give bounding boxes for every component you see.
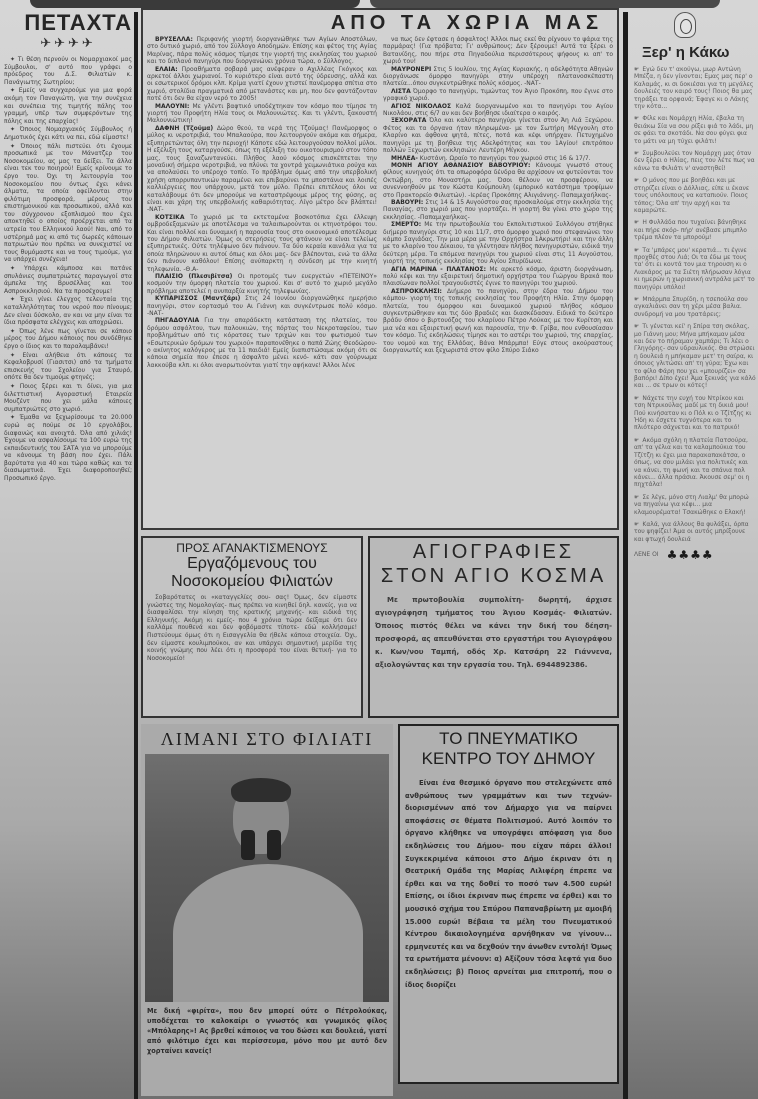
left-column-title: ΠΕΤΑΧΤΑ xyxy=(24,10,132,35)
cultural-centre-article xyxy=(398,724,619,1084)
village-entry xyxy=(383,103,613,118)
hospital-workers-body: Σοβαρότατες οι «καταγγελίες σου- σας! Όμως, δεν είμαστε γνώστες της Νομολογίας- πως πρέπει να κινηθεί δηλ. κανείς, για να διασφαλίσει την κίνηση της κρατικής μηχανής- και ειδικά της Ελληνικής. Ακόμη κι εμείς- που 4 χρόνια τώρα δείξαμε ότι δεν καλλάμε πουθενά και δεν φοβόμαστε τίποτε- εδώ κολλήσαμε! Πιστεύουμε όμως ότι η Εισαγγελία θα ήθελε κάποια στοιχεία. Όχι, δεν είμαστε κουλιμπούκοι, αν και υπάρχει σημαντική μερίδα της κοινής γνώμης που λέει ότι η προσφορά του είναι θετική- για το Νοσοκομείο! xyxy=(147,594,357,662)
left-item: ✦ Έχει γίνει έλεγχος τελευταία της καταλληλότητας του νερού που πίνουμε; Δεν είναι δύσκολο, αν και να μην είναι τα ίδια πρόσφατα ελέγχεις και αποχρώσει. xyxy=(4,296,132,327)
gossip-text: Καλά, για άλλους θα φυλάξει, όρπα του ψηφίζει! Άμα οι αυτός μπρίξουνε και φτωχή δουλειά xyxy=(634,520,749,543)
village-text: Κάνουμε γνωστό στους φίλους κυνηγούς ότι τα οπωροφόρα δένδρα θα αρχίσουν να φυτεύονται τον Οκτώβρη, στο Μοναστήρι μας. Όσοι θέλουν να προσφέρουν, να συνεννοηθούν με τον Κώστα Κούμπουλη (εμπορικό κατάστημα τροφίμων στο Πρακτορείο Φιλιατών). -Ιερέας Προκόπης Αλιγιάννης- Παπαμιχαήλκας- xyxy=(383,161,613,199)
pointing-hand-icon: ☛ xyxy=(634,219,640,227)
village-text: Στις 14 & 15 Αυγούστου σας προσκαλούμε στην εκκλησία της Παναγίας, στο χωριό μας που γιορτάζει. Η γιορτή θα γίνει στο χώρο της εκκλησίας. -Παπαμιχαήλκας- xyxy=(383,198,613,221)
article-column-1 xyxy=(147,36,377,369)
column-rule-right xyxy=(623,12,628,1099)
gossip-item xyxy=(634,150,756,172)
pointing-hand-icon: ☛ xyxy=(634,436,640,444)
left-item: ✦ Τι θέση περνούν οι Νομαρχιακοί μας Σύμβουλοι, σ' αυτό που γράφει ο πρόεδρος του Δ.Σ. Φιλιατών κ. Πανάγιωτης Σωτηρίου; xyxy=(4,56,132,86)
village-text: Με την πρωτοβουλία του Εκπολιτιστικού Συλλόγου στήθηκε διήμερο πανηγύρι στις 10 και 11/7, στο όμορφο χωριό που στεφανώνει τον κάμπο Σαγιάδας. Την μια μέρα με την Ορχήστρα 1Ακρωτήρι! και την άλλη με το κλαρίνο του Δίκαιου, τα γλέντησαν πλήθος πανηγυριστών, ειδικά την δεύτερη μέρα. Τα επόμενα πανηγύρι του χωριού είναι στις 11 Αυγούστου, γιορτή της τοπικής εκκλησίας του Αγίου Σπυρίδωνα. xyxy=(383,221,613,266)
pointing-hand-icon: ☛ xyxy=(634,150,640,158)
village-entry xyxy=(383,266,613,288)
village-text: Καλά διοργανωμένο και το πανηγύρι του Αγίου Νικολάου, στις 6/7 αν και δεν βοήθησε ιδιαίτερα ο καιρός. xyxy=(383,102,613,118)
village-entry xyxy=(383,36,613,66)
pointing-hand-icon: ☛ xyxy=(634,177,640,185)
pointing-hand-icon: ☛ xyxy=(634,115,640,123)
village-name: ΒΡΥΣΕΛΛΑ: xyxy=(155,36,193,43)
left-item: ✦ Υπάρχει κάμποσα και πατάνε σπυλάνιες συμπατριώτες παραγωγοί στα άμπελα της Βρυσέλλας και του Ασπροκκλησιού. Να τα προσέχουμε! xyxy=(4,265,132,295)
gossip-text: Τα 'μπάρες μου' κερατιά... τι έγινε προχθές στου Λιά; Οι τα έδω με τους τα' ότι ει κοντά τον μια τηρουση κι ο Λιακάρος με τα Σιέτη πλήρωσαν λόγια κι ημερών η χωριανική αντράλα μετ' το πανηγύρι υπόλοι! xyxy=(634,246,755,291)
gossip-item xyxy=(634,177,756,214)
gossip-text: Ακόμα σχόλη η πλατεία Πατσούρα, απ' τα γέλια και τα καλαμπούκια του Τζίτζη κι έχει μια παρακαπακάτσα, ο όπως, να σου μιλάει για πολιτικές και να κάνει, τη φωνή και τα σπάνια πολ κάνει... άλλα πράσια. Άκουσε σεμ' οι η πηχτάλα! xyxy=(634,436,750,489)
village-entry xyxy=(383,88,613,103)
village-name: ΑΓΙΑ ΜΑΡΙΝΑ - ΠΛΑΤΑΝΟΣ: xyxy=(391,265,486,273)
gossip-text: Τι γένεται κεί' η Σπίρα τση σκόλας, μο Γιάννη μου; Μήνα μπήκαμαν μέσα και δεν το πήραμαν χαμπάρι; Τι λέει ο Γληγόρης- σαν υδραυλικός. Θα στρώσει η δουλειά η μπήκαμαν μετ' τη σαίρα, κι όποιος γλιτώσει απ' τη γύρα; Έχω και το φίλο Φάρη που χει «μπουρίζει» σα βαπόρι! Δίπο έχει! Άμα ξεκινάς για κάλό και ... σε τρων οι κότες! xyxy=(634,323,756,390)
village-entry xyxy=(147,317,377,369)
left-item: ✦ Έμαθα να ξεχωρίσουμε τα 20.000 ευρώ ας πούμε σε 10 εργολάβοι, διαφανώς και ανοιχτά. Όλα από χιλιάς! Έχουμε να ασφαλίσουμε τα 100 ευρώ της εκπαιδευτικής του ΣΑΤΑ για να μπορούμε να κάνουμε τη βάση που έχει. Πάλι βαρύτατα για 40 και τώρα καθώς και τα διασωματικά. Έχει διαφοροποιηθεί; Προσωπικό έργο. xyxy=(4,414,132,483)
photo-bottle-shape xyxy=(267,830,281,860)
column-rule-left xyxy=(134,12,138,1099)
left-column-body xyxy=(4,56,132,483)
village-entry xyxy=(383,117,613,154)
pointing-hand-icon: ☛ xyxy=(634,246,640,254)
village-entry xyxy=(147,295,377,317)
signature-label: ΛΕΝΕ ΟΙ xyxy=(634,551,659,559)
left-item: ✦ Είναι αλήθεια ότι κάποιες τα Κεφαλοβρυσί (Γιασιτσι) από τα τμήματα επισκευής του Σχολείου για Σταυρό, οπότε θα δεν τιμούμε φτηνές; xyxy=(4,351,132,382)
gossip-text: Μπάρμπα Σπυρίδη, η τσεπούλα σου αγκαλιάνει σαν τη χέρι μέσα βαλια. συνδρομή να μου τρατάρεις; xyxy=(634,295,748,318)
gossip-item xyxy=(634,115,756,145)
hospital-workers-kicker: ΠΡΟΣ ΑΓΑΝΑΚΤΙΣΜΕΝΟΥΣ xyxy=(176,541,328,555)
village-name: ΜΟΝΗ ΑΓΙΟΥ ΑΘΑΝΑΣΙΟΥ ΒΑΒΟΥΡΙΟΥ: xyxy=(391,161,531,169)
village-entry xyxy=(147,103,377,125)
columnist-portrait-icon xyxy=(674,12,696,38)
airplane-icons: ✈✈✈✈ xyxy=(40,36,96,51)
village-text: Προαθήματα σοβαρά μας ανέφεραν ο Αχιλλέας Γκόγκος και αρκετοί άλλοι χωριανοί. Το κυριότερο είναι αυτό της ύδρευσης, αλλά και οι εσωτερικοί δρόμοι κλπ. Κρίμα γιατί έχουν χτιστεί πανέμορφα σπίτια στο χωριό, στολίδια πραγματικά από μετανάστες και μη, που δεν φαντάζονταν ποτέ ότι δεν θα είχαν νερό το 2005! xyxy=(147,65,377,103)
pointing-hand-icon: ☛ xyxy=(634,493,640,501)
village-text: Με αρκετό κόσμο, άριστη διοργάνωση, πολύ κέφι και την εξαιρετική δημοτική ορχήστρα του Γιώργου Βρακά που πλαισίωναν πολλοί τραγουδιστές έγινε το πανηγύρι του χωριού. xyxy=(383,265,613,288)
hospital-workers-title-line1: Εργαζόμενους του xyxy=(187,555,317,572)
left-item: ✦ Όποιος πάλι πιστεύει ότι έχουμε προσωπικά με τον Μάνατζερ του Νοσοκομείου, ας μας τα δείξει. Τα άλλα είναι τεκ του ποιηρού! Εμείς κρίνουμε το έργο του. Όχι τη λειτουργία του Νοσοκομείου που όντως έχει κάνει άλματα, τα οποία οφείλονται στην φιλότιμη προσφορά, μέρους του επιστημονικού και προσωπικού, αλλά και του σύγχρονου εξοπλισμού που έχει αποκτηθεί ο οποίος προέρχεται από τα ιατρεία του Ελληνικού λαού! Ναι, από το υστέρημά μας κι από τις δωρεές κάποιων πατριωτών που πρέπει να συνεχιστεί να τους θυμόμαστε και να τους τιμούμε, για να υπάρχει συνέχεια! xyxy=(4,142,132,264)
village-text: Το χωριό με τα εκτεταμένα βοσκοτόπια έχει έλλειψη ομβροδεξαμενών με αποτέλεσμα να ταλαιπωρούνται οι κτηνοτρόφοι του. Και είναι πολλοί και δυναμική η παρουσία τους στο οικονομικό αποτέλεσμα του Δήμου Φιλιατών. Όμως οι στερήσεις τους φτάνουν να είναι τελείως εξυπηρετικές. Ούτε τηλέφωνο δεν πιάνουν. Τα δύο κεραία καινάλια για τα οποία πληρώνουν κι αυτοί όπως και όλοι μας- δεν βλέπονται, ενώ τα άλλα δεν πιάνουν καθόλου! Επίσης ανύπαρκτη η σύνδεση με την κινητή τηλεφωνία. -Θ.Α- xyxy=(147,213,377,273)
village-entry xyxy=(383,221,613,265)
hospital-workers-title-line2: Νοσοκομείου Φιλιατών xyxy=(171,573,333,590)
village-name: ΑΓΙΟΣ ΝΙΚΟΛΑΟΣ xyxy=(391,102,452,110)
village-text: Στις 24 Ιουνίου διοργανώθηκε ημερήσιο πανηγύρι, στον εορτασμό του Αι Γιάννη και συγκέντρωσε πολύ κόσμο. -ΝΑΤ- xyxy=(147,295,377,318)
signature xyxy=(630,548,756,562)
photo-bottle-shape xyxy=(241,830,255,860)
village-name: ΕΛΑΙΑ: xyxy=(155,65,178,73)
village-name: ΜΑΥΡΟΝΕΡΙ xyxy=(391,65,432,73)
village-name: ΜΑΛΟΥΝΙ: xyxy=(155,102,190,110)
right-column-body xyxy=(630,66,756,543)
pointing-hand-icon: ☛ xyxy=(634,295,640,303)
gossip-item xyxy=(634,247,756,291)
village-entry xyxy=(383,66,613,88)
left-column-petaxta xyxy=(4,6,132,1096)
village-text: Περιφανής γιορτή διοργανώθηκε των Αγίων Αποστόλων, στο δυτικό χωριό, από τον Σύλλογο Αποδημών. Επίσης και φέτος της Αγίας Μαρίνας, πάρα πολύς κόσμος τίμησε την γιορτή της εκκλησίας του χωριού και το διπλανό πανηγύρι που διοργανώνει χρόνια τώρα, ο Σύλλογος. xyxy=(147,36,377,66)
right-column-kako xyxy=(630,8,756,1096)
cultural-centre-title-line2: ΚΕΝΤΡΟ ΤΟΥ ΔΗΜΟΥ xyxy=(421,749,596,768)
man-drinking-photo xyxy=(145,754,389,1002)
village-text: Όλο και καλύτερο πανηγύρι γίνεται στον Άη Λιά Ξεχώρου. Φέτος και τα όργανα ήταν πληρωμένα- με τον Σωτήρη Μέγγουλη στο Κλαρίνο και άφθονα ψητά, πίτες, ποτά και κέφι υπήρχαν. Πετυχημένο πανηγύρι με τη βοήθεια της Αδελφότητας και του 1Αγίου! επιτρόπου πολλών Ξεχωριτών εκκλησιών: Λευτέρη Μίγκου. xyxy=(383,117,613,155)
village-name: ΑΣΠΡΟΚΚΛΗΣΙ: xyxy=(391,287,442,295)
village-entry xyxy=(147,36,377,66)
village-text: Δώρο θεού, τα νερά της Τζούμας! Πανέμορφος ο μύλος κι νεροτριβιά, του Μπαλαούρα, που λειτουργούν ακόμα και σήμερα, εξυπηρετώντας όλη την περιοχή! Κάποτε εδώ λειτουργούσαν πολλοί μύλοι. Η εξέλιξη τους καταργούσε, όπως τη εξέλιξη του οικοτουρισμού στον τόπο μας, τους ξαναζωντανεύει. Πλήθος λαού κόσμος επισκέπτεται την μοναδική σήμερα νεροτριβιά, να πλύνει τα χοντρά χειμωνιάτικα ρούχα και να απολαύσει το υπέροχο τοπίο. Το πρόβλημα όμως από την υπερβολική χρήση απορρυπαντικών παραμένει και επιβαρύνει τα μποστάνια και λοιπές καλλιέργειες που υπάρχουν, μετά τον μύλο. Πρέπει επιτέλους όλοι να καταλάβουμε ότι δεν μπορούμε να καταστρέψουμε μέρος της φύσης, ας είναι και χάρη της υπερβολικής καθαριότητας. Λίγο μέτρο δεν βλάπτει! -ΝΑΤ- xyxy=(147,124,377,214)
photo-body-shape xyxy=(173,864,363,1002)
gossip-text: Εγώ δεν τ' ακούγω, μωρ Αντώνη Μπέζα, η δεν γίνονται; Εμας μας περ' ο Καλαμάς, κι σι δοκιέσαι για τη μεγάλες δουλειές τον καιρό τους! Ποιος θα μας τηράξει τα ορφανά; Έφαγε κι ο Λάκης την κότα... xyxy=(634,66,754,111)
left-item: ✦ Όποιος Νομαρχιακός Σύμβουλος ή Δημοτικός έχει κάτι να πει, εδώ είμαστε! xyxy=(4,126,132,141)
village-name: ΣΜΕΡΤΟ: xyxy=(391,221,422,229)
photo-hair-shape xyxy=(231,778,291,802)
gossip-text: Η Φυλλάδα που τυχαίνει βάνηθηκε και πήρε σκόρ- πήρ' ανέβασε μπιμπλο τρέμα πλέον τα μπορούμ! xyxy=(634,219,747,242)
cultural-centre-body: Είναι ένα θεσμικό όργανο που στελεχώνετε από ανθρώπους των γραμμάτων και των τεχνών- διορισμένων από τον Δήμαρχο για να παίρνει αποφάσεις σε θέματα Πολιτισμού. Αυτό λοιπόν το όργανο κλήθηκε να υπογράψει απόφαση για δυο εκδηλώσεις του Δήμου- που είχαν πάρει άλλοι! Συγκεκριμένα κάποιοι στο Δήμο έκριναν ότι η Θεατρική Ομάδα της Μαρίας Λιλιφέρη έπρεπε να έρθει και να της δοθεί το ποσό των 4.500 ευρώ! Επίσης, οι ίδιοι έκριναν πως έπρεπε να έρθει) και το μουσικό σχήμα του Σπύρου Παπαναβρίωτη με αμοιβή 15.000 ευρώ! Βέβαια τα μέλη του Πνευματικού Κέντρου δικαιολογημένα αρνήθηκαν να γίνουν... ερμηνευτές και να δεχθούν την άνωθεν εντολή! Όμως τα ερωτήματα μένουν: α) Αξίζουν τόσα λεφτά για δυο εκδηλώσεις; β) Ποιος αρνείται μια επιτροπή, που ο ίδιος διορίζει xyxy=(405,779,612,989)
gossip-text: Σε λέγε, μόνο στη Λιαλμ' θα μπορώ να πηγαίνω για κέφι... μια κλαμουρέματα! Τσακώθηκε ο Ελακή! xyxy=(634,493,749,516)
village-name: ΠΗΓΑΔΟΥΛΙΑ xyxy=(155,317,200,325)
signature-mark-icon: ♣♣♣♣ xyxy=(666,548,714,563)
hagiography-body: Με πρωτοβουλία συμπολίτη- δωρητή, άρχισε αγιογράφηση τμήματος του Άγιου Κοσμάς- Φιλιατών. Όποιος πιστός θέλει να κάνει την δική του δέηση- προσφορά, ας απευθύνεται στο εργαστήρι του Αγιογράφου κ. Κων/νου Ταμπή, οδός Χρ. Κατσάρη 22 Γιάννενα, αξιολογώντας και την εργασία του. Τηλ. 6944892386. xyxy=(375,596,612,669)
gossip-item xyxy=(634,395,756,432)
village-text: να πως δεν έφτασε η άσφαλτος! Άλλοι πως εκεί θα ρίχνουν το ψάρια της παρμάρας! (Για πρόβατα; Γι' ανθρώπους; Δεν ξέρουμε! Αυτά τα ξέρει ο Βατανίδης, που πήρε στα Πηγαδούλια περισσότερους ψήφους κι απ' το χωριό του! xyxy=(383,36,613,66)
gossip-text: Φίλε και Νομάρχη Ηλία, έβαλα τη θειάκω Σία να σου ρίξει φιά το λάδι, μη σε φάει τα σκοτάδι. Να σου φύγει φια το μάτι να μη τύχει φιλάτι! xyxy=(634,115,754,145)
village-entry xyxy=(147,125,377,214)
village-name: ΠΛΑΙΣΙΟ (Πλεσιβίτσα) xyxy=(155,273,233,280)
villages-article-columns xyxy=(143,34,617,369)
village-text: Οι προτομές των ευεργετών «ΠΕΤΕΙΝΟΥ» κοσμούν την όμορφη πλατεία του χωριού. Και σ' αυτό το χωριό μεγάλο πρόβλημα αποτελεί η ανυπαρξία κινητής τηλεφωνίας. xyxy=(147,273,377,295)
village-entry xyxy=(383,199,613,221)
village-name: ΞΕΧΟΡΑΤΑ xyxy=(391,117,427,125)
limani-article xyxy=(141,724,393,1096)
village-name: ΜΗΛΕΑ- xyxy=(391,154,418,162)
village-text: Για την απαράδεκτη κατάσταση της πλατείας, του δρόμου ασφάλτου, των παλουκιών, της πόρτας του Νεκροταφείου, των προβλημάτων από τις κόρατσες των τριχών και του φωτισμού των «Εσωτερικών δρόμων του χωριού» παραπονέθηκε ο παπά Ζώης Θεοδώρου- ο ακίνητος καλόγερος με τα 11 παιδιά! Εμείς διαπιστώσαμε ακόμη ότι σε κάποια σημεία που έπεσε η άσφαλτο μένει κενό- κάτι σαν γούρνωμα λακκούβα κλπ. κι όλοι αναρωτιούνται γιατί την αφήκανε! Άλλοι λένε xyxy=(147,317,377,369)
gossip-text: Νάχετε την ευχή του Ντρίκου και τση Ντρικούλας μαδί με τη δικιά μου! Πού κινήσαταν κι ο Πόλ κι ο Τζίτζης κι Ήδη κι έσχετε τυχνότερα και το πλιότερο σάχνεται και το πατρικό! xyxy=(634,394,752,432)
village-entry xyxy=(383,288,613,355)
gossip-item xyxy=(634,494,756,516)
hagiography-title-line2: ΣΤΟΝ ΑΓΙΟ ΚΟΣΜΑ xyxy=(380,565,607,587)
left-item: ✦ Εμείς να συγχαρούμε για μια φορά ακόμη τον Παναγιώτη, για την συνέχεια και συνέπεια της τιμητής πάλης του γραμμή, υπέρ των συμφερόντων της πόλης και της επαρχίας! xyxy=(4,87,132,125)
right-column-title: Ξερ' η Κάκω xyxy=(642,44,730,61)
gossip-item xyxy=(634,323,756,390)
hagiography-title-line1: ΑΓΙΟΓΡΑΦΙΕΣ xyxy=(412,541,575,563)
village-entry xyxy=(147,273,377,295)
top-band-right xyxy=(370,0,720,8)
village-text: Με γλέντι βαφτικό υποδέχτηκαν τον κόσμο που τίμησε τη γιορτή του Προφήτη Ηλία τους οι Μαλουνιώτες. Και τι γλέντι, ξακουστή Μαλουνιώτικη! xyxy=(147,102,377,125)
village-text: Διήμερο το πανηγύρι, στην έδρα του Δήμου του κάμπου- γιορτή της τοπικής εκκλησίας του Προφήτη Ηλία. Στην όμορφη πλατεία, του όμορφου και δυναμικού χωριού πλήθος κόσμου συγκεντρώθηκαν και τις δύο βραδιές και διασκέδασαν. Ειδικά το δεύτερο βράδυ όπου ο βιρτουόζος του κλαρίνου Πέτρο Λούκας με τον Κυρίτση και μια νέα και εξαιρετική φωνή και παρουσία, την Φ. Γρίβα, που ενθουσίασαν τον κόσμο. Τις εκδηλώσεις τίμησε και το αστέρι του χωριού, της επαρχίας, του νομού και της Ελλάδας, Βάνα Μπάρμπα! Εύγε στους ακούραστους διοργανωτές και ξεχωριστά στον φίλο Σπύρο Σιάκο xyxy=(383,287,613,355)
gossip-item xyxy=(634,296,756,318)
village-text: Όμορφο το πανηγύρι, τιμώντας τον Άγιο Προκόπη, που έγινε στο γραφικό χωριό. xyxy=(383,87,613,103)
pointing-hand-icon: ☛ xyxy=(634,323,640,331)
pointing-hand-icon: ☛ xyxy=(634,520,640,528)
limani-caption: Με δική «φιρίτα», που δεν μπορεί ούτε ο Πέτρολούκας, υποδέχεται το καλοκαίρι ο γνωστός και γνωμικός φίλος «Μπόλαρης»! Ας βρεθεί κάποιος να του δώσει και δουλειά, γιατί από φιλότιμο έχει και περίσσευμα, μόνο που με αυτό δεν χορταίνει κανείς! xyxy=(147,1007,387,1055)
villages-article-title: ΑΠΟ ΤΑ ΧΩΡΙΑ ΜΑΣ xyxy=(330,12,603,34)
pointing-hand-icon: ☛ xyxy=(634,394,640,402)
gossip-item xyxy=(634,219,756,241)
gossip-text: Ο μόνος που με βοηθάει και με στηρίζει είναι ο Δόλλιας, είπε ιι έκανε τους υπόλοιπους να καταπιούν. Ποιος τόπος; Όλα απ' την αρχή και τα καμαρώτε. xyxy=(634,177,750,214)
hagiography-box xyxy=(368,536,619,718)
gossip-item xyxy=(634,521,756,543)
village-name: ΚΥΠΑΡΙΣΣΟΣ (Μαντζάρι) xyxy=(155,295,241,303)
village-text: Κυστάνη. Ωραίο το πανηγύρι του χωριού στις 16 & 17/7. xyxy=(419,154,591,162)
village-entry xyxy=(147,214,377,273)
village-entry xyxy=(147,66,377,103)
village-name: ΚΟΤΣΙΚΑ xyxy=(155,213,185,221)
village-entry xyxy=(383,155,613,162)
village-name: ΔΑΦΝΗ (Τζούμα) xyxy=(155,124,214,132)
limani-title: ΛΙΜΑΝΙ ΣΤΟ ΦΙΛΙΑΤΙ xyxy=(160,729,374,749)
gossip-text: Συμβουλεύει τον Νομάρχη μας όταν δεν ξέρει ο Ηλίας, πεις του λέτε πως να κάνω τα Φιλιάτι ν' αναστηθεί! xyxy=(634,150,755,172)
pointing-hand-icon: ☛ xyxy=(634,66,640,73)
left-item: ✦ Ποιος ξέρει και τι δίνει, για μια διλεττιστική Αγοραστική Εταιρεία Μουζέντ που χει μάλα κάποιες συμπατριώτες στο χωριό. xyxy=(4,382,132,413)
hospital-workers-box xyxy=(141,536,363,718)
village-entry xyxy=(383,162,613,199)
village-text: Στις 5 Ιουλίου, της Αγίας Κυριακής, η αδελφότητα Αθηνών διοργάνωσε όμορφο πανηγύρι στην υπέροχη πλατανοσκέπαστη πλατεία...όπου συγκεντρώθηκε πολύς κόσμος. -ΝΑΤ- xyxy=(383,65,613,88)
cultural-centre-title-line1: ΤΟ ΠΝΕΥΜΑΤΙΚΟ xyxy=(439,729,578,748)
article-column-2 xyxy=(383,36,613,369)
gossip-item xyxy=(634,66,756,110)
village-name: ΛΙΣΤΑ xyxy=(391,87,411,95)
gossip-item xyxy=(634,437,756,489)
left-item: ✦ Όπως λένε πως γίνεται σε κάποιο μέρος του Δήμου κάποιος που συνδέθηκε έργο ο ίδιος και το παραλαμβάνει! xyxy=(4,327,132,350)
village-name: ΒΑΒΟΥΡΙ: xyxy=(391,198,424,206)
villages-article xyxy=(141,8,619,530)
